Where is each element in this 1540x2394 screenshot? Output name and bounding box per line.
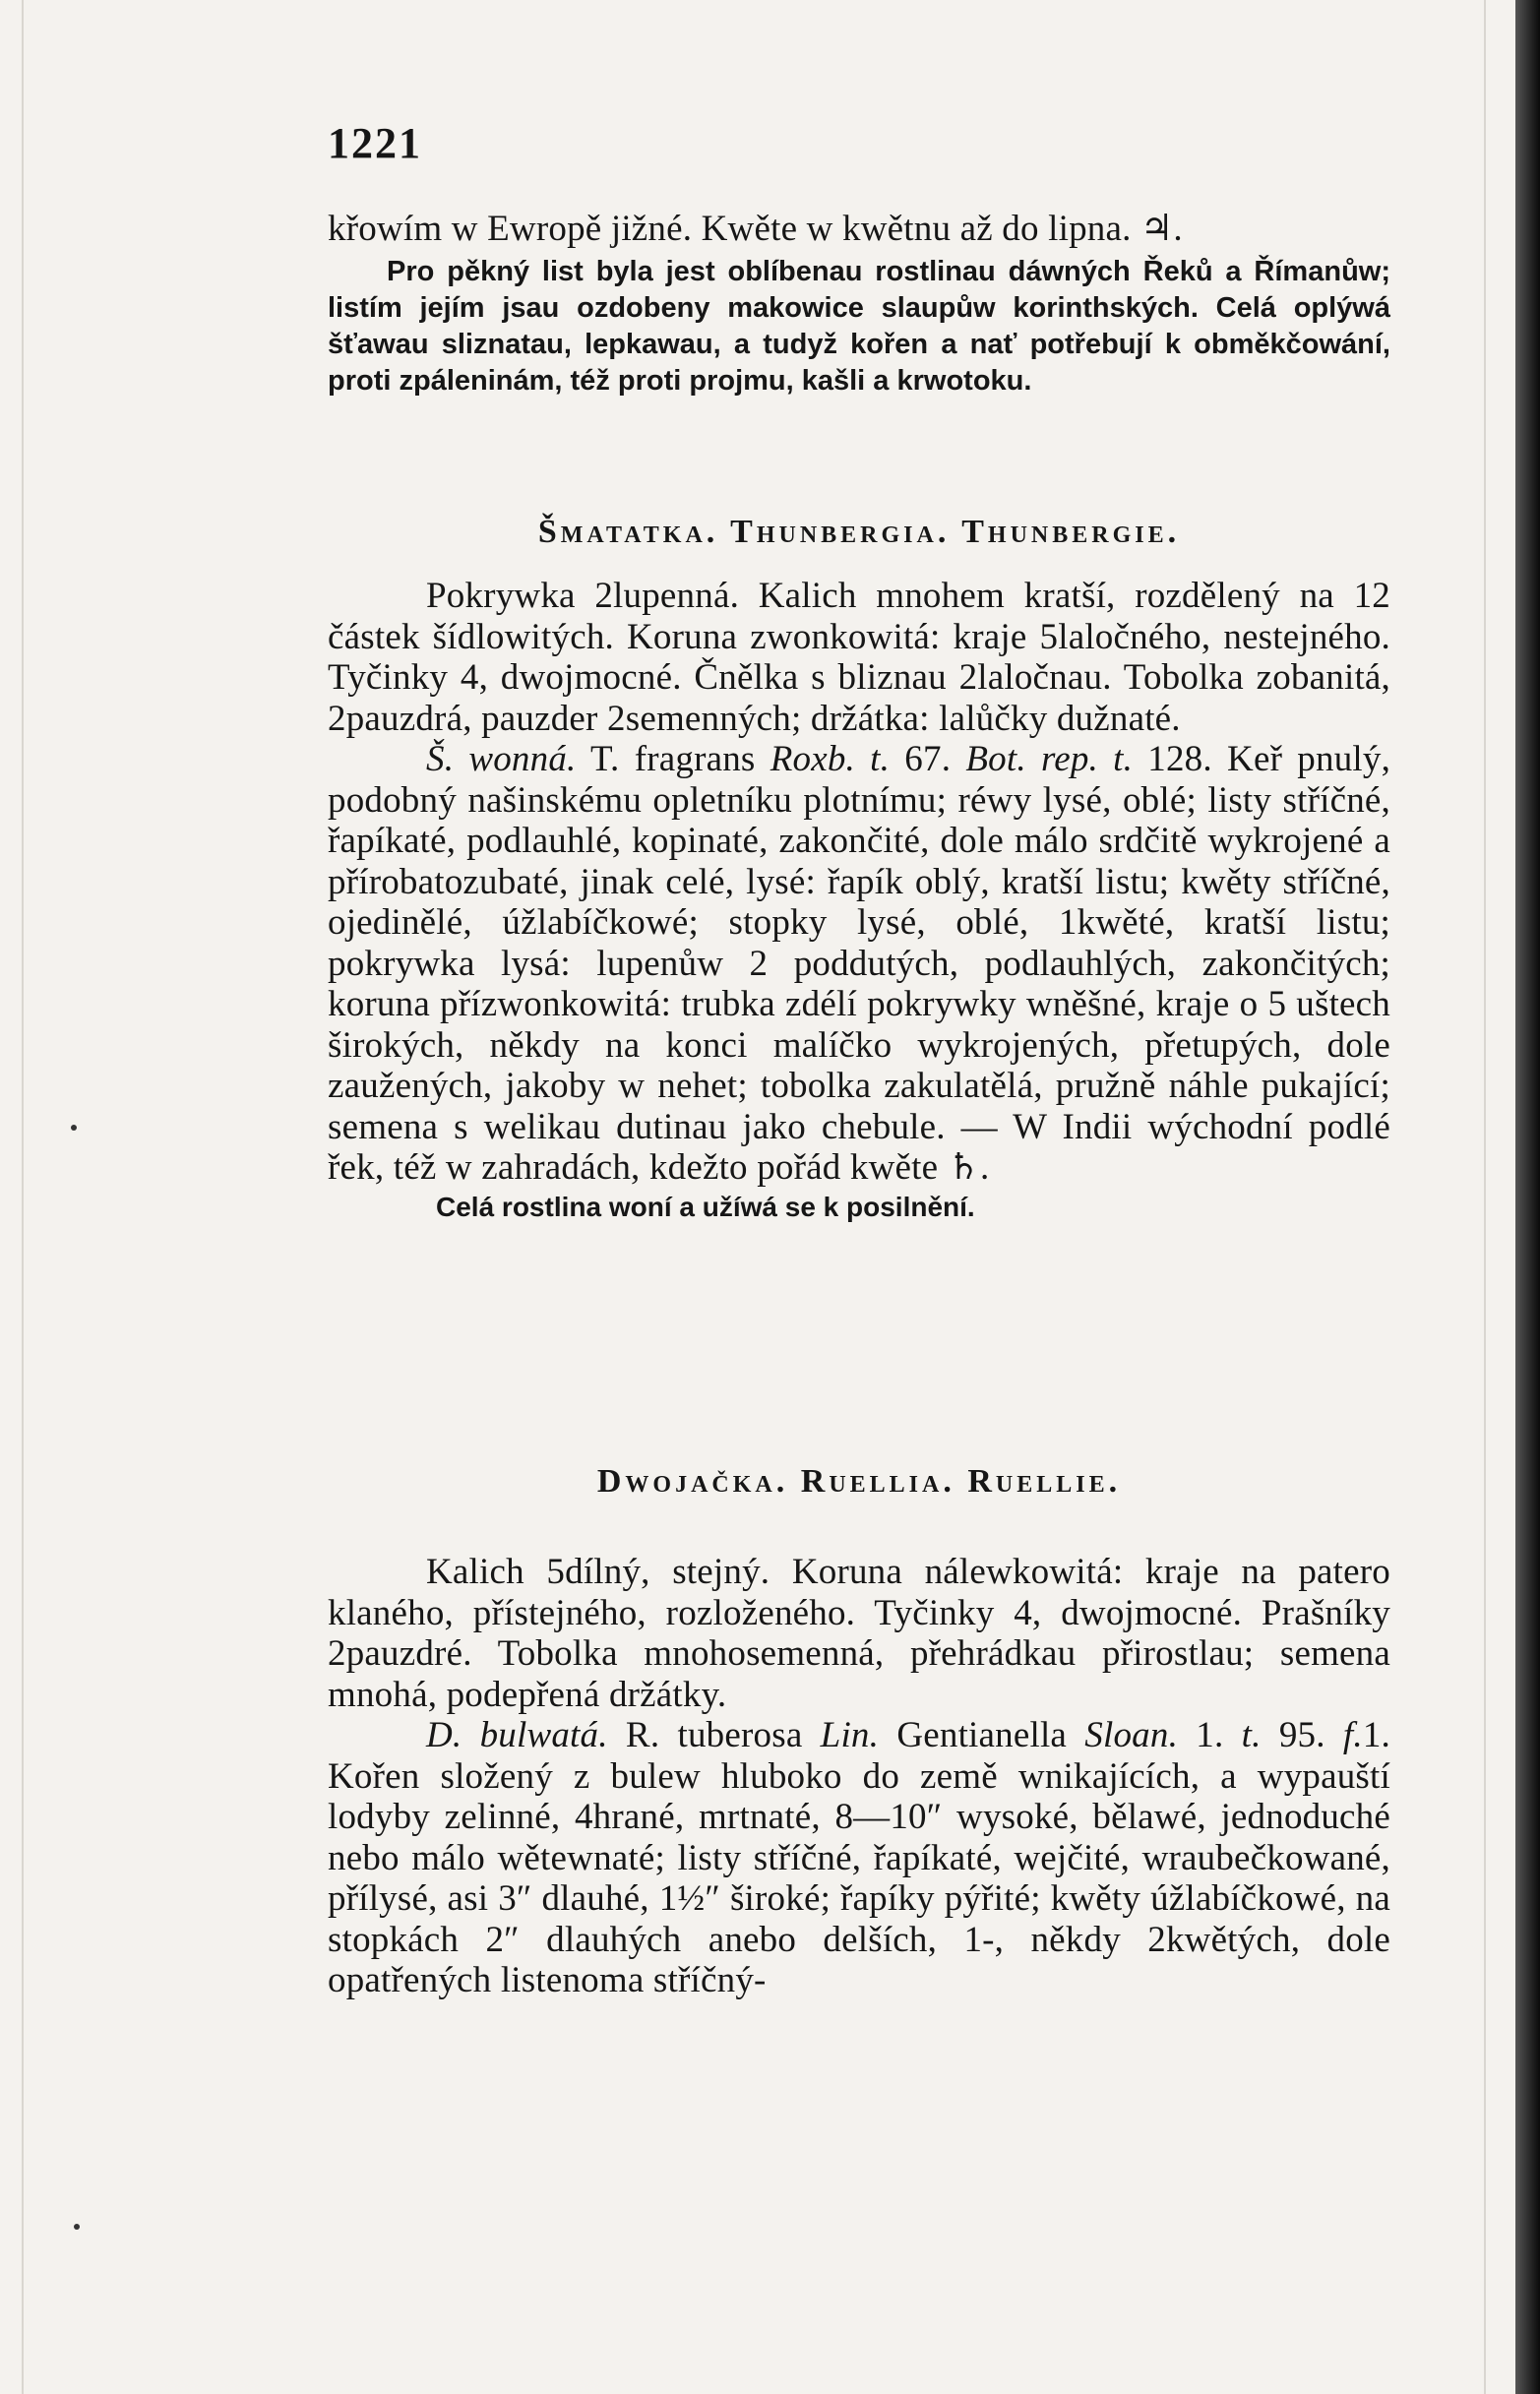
genus-description-thunbergia: Pokrywka 2lupenná. Kalich mnohem kratší, rozdělený na 12 částek šídlowitých. Koruna zwonkowitá: kraje 5laločného, nestejného. Tyčinky 4, dwojmocné. Čnělka s bliznau 2laločnau. Tobolka zobanitá, 2pauzdrá, pauzder 2semenných; držátka: lalůčky dužnaté. [328, 576, 1390, 739]
species-synonym: T. fragrans [576, 739, 770, 779]
genus-description-ruellia: Kalich 5dílný, stejný. Koruna nálewkowitá: kraje na patero klaného, přístejného, rozloženého. Tyčinky 4, dwojmocné. Prašníky 2pauzdré. Tobolka mnohosemenná, přehrádkau přirostlau; semena mnohá, podepřená držátky. [328, 1552, 1390, 1715]
species-entry-ruellia-tuberosa [328, 1715, 1390, 2001]
intro-note: Pro pěkný list byla jest oblíbenau rostlinau dáwných Řeků a Římanůw; listím jejím jsau ozdobeny makowice slaupůw korinthských. Celá oplýwá šťawau sliznatau, lepkawau, a tudyž kořen a nať potřebují k obměkčowání, proti zpáleninám, též proti projmu, kašli a krwotoku. [328, 255, 1390, 397]
species-author: Lin. [820, 1715, 880, 1755]
intro-lead: křowím w Ewropě jižné. Kwěte w kwětnu až do lipna. ♃. [328, 209, 1183, 249]
species-author: Roxb. t. [770, 739, 891, 779]
species-description: Kořen složený z bulew hluboko do země wnikajících, a wypauští lodyby zelinné, 4hrané, mrtnaté, 8—10″ wysoké, bělawé, jednoduché nebo málo wětewnaté; listy stříčné, řapíkaté, wejčité, wraubečkowané, přílysé, asi 3″ dlauhé, 1½″ široké; řapíky pýřité; kwěty úžlabíčkowé, na stopkách 2″ dlauhých anebo delších, 1-, někdy 2kwětých, dole opatřených listenoma stříčný- [328, 1755, 1390, 2000]
section-ruellia [328, 1552, 1390, 2001]
intro-block [328, 209, 1390, 399]
species-description: Keř pnulý, podobný našinskému opletníku plotnímu; réwy lysé, oblé; listy stříčné, řapíkaté, podlauhlé, kopinaté, zakončité, dole málo srdčitě wykrojené a přírobatozubaté, jinak celé, lysé: řapík oblý, kratší listu; kwěty stříčné, ojedinělé, úžlabíčkowé; stopky lysé, oblé, 1kwěté, kratší listu; pokrywka lysá: lupenůw 2 poddutých, podlauhlých, zakončitých; koruna přízwonkowitá: trubka zdélí pokrywky wněšné, kraje o 5 uštech širokých, někdy na konci malíčko wykrojených, přetupých, dole zaužených, jakoby w nehet; tobolka zakulatělá, pružně náhle pukající; semena s welikau dutinau jako chebule. — W Indii wýchodní podlé řek, též w zahradách, kdežto pořád kwěte ♄. [328, 739, 1391, 1188]
species-author-2: Sloan. [1084, 1715, 1179, 1755]
species-ref-f-number: 1. [1362, 1715, 1390, 1755]
species-ref: 1. [1178, 1715, 1242, 1755]
species-ref: 67. [890, 739, 966, 779]
species-ref-number: 128. [1133, 739, 1212, 779]
scan-edge-shadow [1515, 0, 1540, 2394]
species-ref-number: 95. [1261, 1715, 1343, 1755]
species-ref-f: f. [1342, 1715, 1363, 1755]
species-entry-thunbergia-fragrans [328, 739, 1390, 1189]
species-name: Š. wonná. [426, 739, 577, 779]
page-margin-line-right [1484, 0, 1486, 2394]
section-thunbergia [328, 576, 1390, 1224]
section-heading-ruellia: Dwojačka. Ruellia. Ruellie. [596, 1463, 1122, 1500]
scan-speck [74, 2224, 80, 2230]
species-ref-t: t. [1241, 1715, 1262, 1755]
section-heading-thunbergia: Šmatatka. Thunbergia. Thunbergie. [537, 514, 1181, 550]
species-name: D. bulwatá. [426, 1715, 608, 1755]
scan-speck [71, 1125, 77, 1131]
page-number: 1221 [328, 119, 422, 167]
species-ref-source: Bot. rep. t. [965, 739, 1134, 779]
page-margin-line-left [22, 0, 24, 2394]
species-note-thunbergia: Celá rostlina woní a užíwá se k posilnění. [436, 1191, 975, 1222]
species-synonym: R. tuberosa [607, 1715, 821, 1755]
species-synonym-2: Gentianella [879, 1715, 1085, 1755]
